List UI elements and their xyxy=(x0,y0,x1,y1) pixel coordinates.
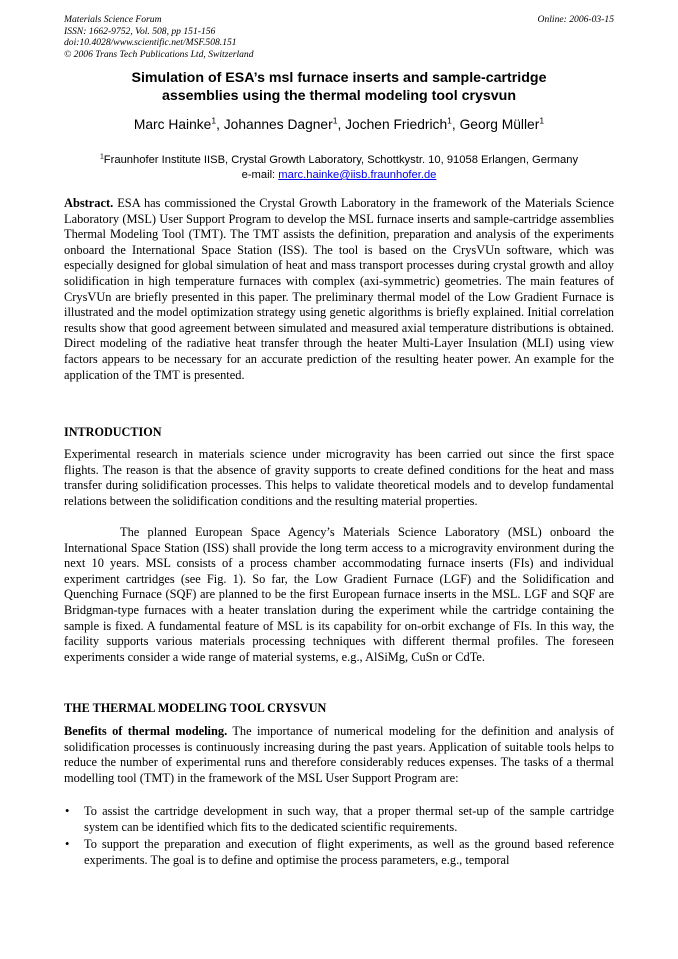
author-affil-mark: 1 xyxy=(539,115,545,126)
section-heading-crysvun: THE THERMAL MODELING TOOL CRYSVUN xyxy=(64,701,327,715)
task-bullet-list xyxy=(64,804,614,870)
list-item: • To assist the cartridge development in such way, that a proper thermal set-up of the sample cartridge system can be identified which fits to the dedicated scientific requirements. xyxy=(64,804,614,835)
email-link[interactable]: marc.hainke@iisb.fraunhofer.de xyxy=(278,169,437,181)
issn-line: ISSN: 1662-9752, Vol. 508, pp 151-156 xyxy=(64,25,216,37)
author-affil-mark: 1 xyxy=(211,115,217,126)
affiliation-line xyxy=(0,153,678,168)
doi-line: doi:10.4028/www.scientific.net/MSF.508.151 xyxy=(64,37,237,49)
author-name: Marc Hainke xyxy=(133,117,212,132)
journal-name: Materials Science Forum xyxy=(64,14,162,25)
affiliation-mark: 1 xyxy=(99,153,104,161)
journal-header xyxy=(64,14,614,60)
benefits-text: The importance of numerical modeling for the definition and analysis of solidification processes is continuously increasing during the past years. Application of suitable tools helps to reduce the number of experimental runs and therefore considerably reduces expenses. The tasks of a thermal modelling tool (TMT) in the framework of the MSL User Support Program are: xyxy=(64,724,614,785)
introduction-heading: INTRODUCTION xyxy=(64,425,162,439)
author-name: Georg Müller xyxy=(459,117,540,132)
abstract-paragraph xyxy=(64,196,614,383)
online-date: Online: 2006-03-15 xyxy=(537,14,614,25)
author-list: Marc Hainke$^1$, Johannes Dagner$^1$, Jochen Friedrich$^1$, Georg Müller$^1$ xyxy=(133,115,545,132)
author-name: Johannes Dagner xyxy=(223,117,333,132)
introduction-paragraph-2: The planned European Space Agency’s Materials Science Laboratory (MSL) onboard the International Space Station (ISS) shall provide the long term access to a microgravity environment during the next 10 years. MSL consists of a process chamber accommodating furnace inserts (FIs) and individual experiment cartridges (see Fig. 1). So far, the Low Gradient Furnace (LGF) and the Solidification and Quenching Furnace (SQF) are planned to be the first European furnace inserts in the MSL. LGF and SQF are Bridgman-type furnaces with a heater translation during the experiment while the cartridge containing the sample is fixed. A fundamental feature of MSL is its capability for on-orbit exchange of FIs. In this way, the facility supports various materials processing techniques with different thermal profiles. The foreseen experiments consider a wide range of material systems, e.g., AlSiMg, CuSn or CdTe. xyxy=(64,525,614,664)
paper-title xyxy=(0,69,678,105)
abstract-text: ESA has commissioned the Crystal Growth Laboratory in the framework of the Materials Science Laboratory (MSL) User Support Program to develop the MSL furnace inserts and sample-cartridge assemblies Thermal Modeling Tool (TMT). The TMT assists the definition, preparation and analysis of the experiments onboard the International Space Station (ISS). The tool is based on the CrysVUn software, which was especially designed for global simulation of heat and mass transport processes during crystal growth and alloy solidification in high temperature furnaces with complex (axi-symmetric) geometries. The main features of CrysVUn are briefly presented in this paper. The preliminary thermal model of the Low Gradient Furnace is illustrated and the model optimization strategy using genetic algorithms is briefly explained. Initial correlation results show that good agreement between simulated and measured axial temperature distributions is obtained. Direct modeling of the radiative heat transfer through the heater Multi-Layer Insulation (MLI) using view factors appears to be necessary for an accurate prediction of the resulting heater power. An example for the application of the TMT is presented. xyxy=(64,196,614,382)
benefits-paragraph xyxy=(64,724,614,786)
title-line-1: Simulation of ESA’s msl furnace inserts and sample-cartridge xyxy=(131,70,547,86)
author-affil-mark: 1 xyxy=(447,115,452,126)
copyright-line: © 2006 Trans Tech Publications Ltd, Switzerland xyxy=(64,48,254,60)
affiliation xyxy=(0,153,678,183)
abstract-label: Abstract. xyxy=(64,196,114,210)
affiliation-text: Fraunhofer Institute IISB, Crystal Growth Laboratory, Schottkystr. 10, 91058 Erlangen, Germany xyxy=(103,154,579,166)
title-line-2: assemblies using the thermal modeling tool crysvun xyxy=(162,88,516,104)
benefits-label: Benefits of thermal modeling. xyxy=(64,724,228,738)
list-item: • To support the preparation and execution of flight experiments, as well as the ground based reference experiments. The goal is to define and optimise the process parameters, e.g., temporal xyxy=(64,837,614,868)
email-line xyxy=(0,168,678,183)
email-label: e-mail: xyxy=(241,169,279,181)
author-affil-mark: 1 xyxy=(332,115,338,126)
introduction-paragraph-1: Experimental research in materials science under microgravity has been carried out since the first space flights. The reason is that the absence of gravity supports to create defined conditions for the heat and mass transfer during solidification processes. This helps to validate theoretical models and to develop fundamental relations between the solidification conditions and the resulting material properties. xyxy=(64,447,614,508)
author-name: Jochen Friedrich xyxy=(345,117,448,132)
